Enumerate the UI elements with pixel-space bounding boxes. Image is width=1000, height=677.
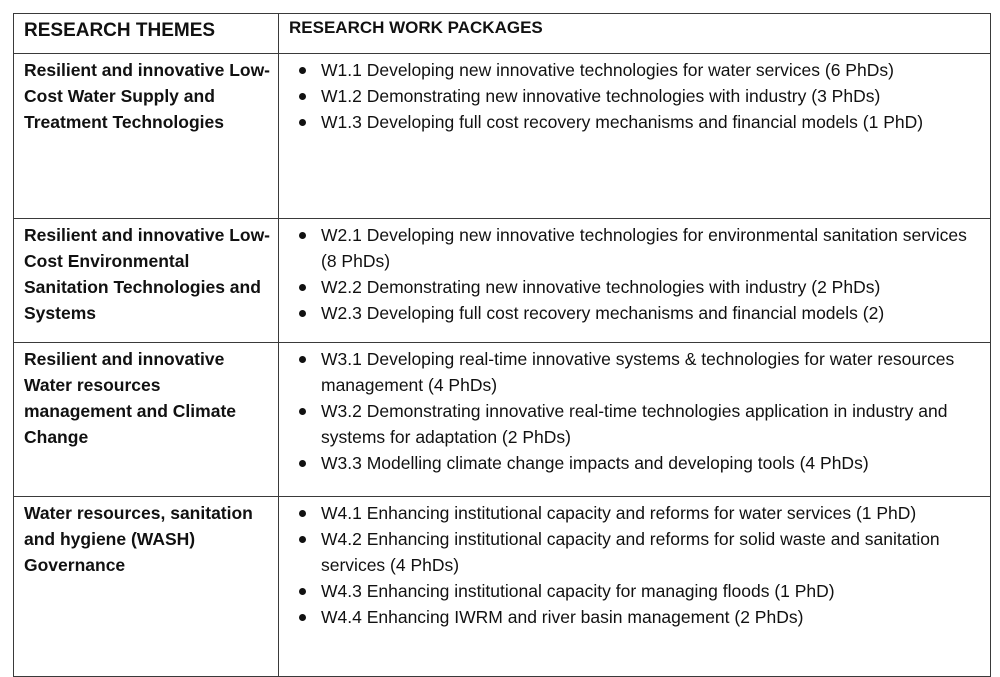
bullet-icon <box>299 588 306 595</box>
work-package-cell <box>279 343 991 497</box>
list-item <box>289 83 982 109</box>
theme-cell: Resilient and innovative Water resources management and Climate Change <box>14 343 279 497</box>
table-header-row <box>14 14 991 54</box>
bullet-icon <box>299 310 306 317</box>
work-package-text: W3.3 Modelling climate change impacts and developing tools (4 PhDs) <box>321 453 869 473</box>
work-package-list <box>289 346 982 476</box>
list-item <box>289 57 982 83</box>
work-package-text: W3.2 Demonstrating innovative real-time technologies application in industry and systems for adaptation (2 PhDs) <box>321 401 948 447</box>
bullet-icon <box>299 510 306 517</box>
theme-cell: Water resources, sanitation and hygiene (WASH) Governance <box>14 497 279 677</box>
header-research-themes: RESEARCH THEMES <box>14 14 279 54</box>
list-item <box>289 604 982 630</box>
work-package-list <box>289 500 982 630</box>
table-row <box>14 343 991 497</box>
bullet-icon <box>299 408 306 415</box>
table-row <box>14 219 991 343</box>
work-package-text: W4.4 Enhancing IWRM and river basin management (2 PhDs) <box>321 607 804 627</box>
bullet-icon <box>299 536 306 543</box>
work-package-text: W2.1 Developing new innovative technologies for environmental sanitation services (8 PhDs) <box>321 225 967 271</box>
bullet-icon <box>299 119 306 126</box>
list-item <box>289 300 982 326</box>
theme-cell: Resilient and innovative Low-Cost Environmental Sanitation Technologies and Systems <box>14 219 279 343</box>
work-package-text: W1.3 Developing full cost recovery mechanisms and financial models (1 PhD) <box>321 112 924 132</box>
theme-cell: Resilient and innovative Low-Cost Water Supply and Treatment Technologies <box>14 54 279 219</box>
work-package-list <box>289 57 982 135</box>
work-package-list <box>289 222 982 326</box>
list-item <box>289 346 982 398</box>
list-item <box>289 398 982 450</box>
bullet-icon <box>299 460 306 467</box>
bullet-icon <box>299 284 306 291</box>
work-package-text: W3.1 Developing real-time innovative systems & technologies for water resources management (4 PhDs) <box>321 349 955 395</box>
work-package-cell <box>279 219 991 343</box>
work-package-text: W1.2 Demonstrating new innovative technologies with industry (3 PhDs) <box>321 86 881 106</box>
work-package-text: W2.2 Demonstrating new innovative technologies with industry (2 PhDs) <box>321 277 881 297</box>
list-item <box>289 578 982 604</box>
work-package-cell <box>279 54 991 219</box>
bullet-icon <box>299 614 306 621</box>
work-package-text: W1.1 Developing new innovative technologies for water services (6 PhDs) <box>321 60 894 80</box>
header-research-work-packages: RESEARCH WORK PACKAGES <box>279 14 991 54</box>
list-item <box>289 500 982 526</box>
work-package-text: W4.1 Enhancing institutional capacity and reforms for water services (1 PhD) <box>321 503 917 523</box>
table-row <box>14 54 991 219</box>
work-package-text: W2.3 Developing full cost recovery mechanisms and financial models (2) <box>321 303 885 323</box>
work-package-text: W4.2 Enhancing institutional capacity and reforms for solid waste and sanitation services (4 PhDs) <box>321 529 940 575</box>
list-item <box>289 222 982 274</box>
bullet-icon <box>299 67 306 74</box>
research-table <box>13 13 991 677</box>
bullet-icon <box>299 356 306 363</box>
list-item <box>289 450 982 476</box>
list-item <box>289 526 982 578</box>
list-item <box>289 109 982 135</box>
bullet-icon <box>299 93 306 100</box>
list-item <box>289 274 982 300</box>
bullet-icon <box>299 232 306 239</box>
work-package-text: W4.3 Enhancing institutional capacity for managing floods (1 PhD) <box>321 581 835 601</box>
